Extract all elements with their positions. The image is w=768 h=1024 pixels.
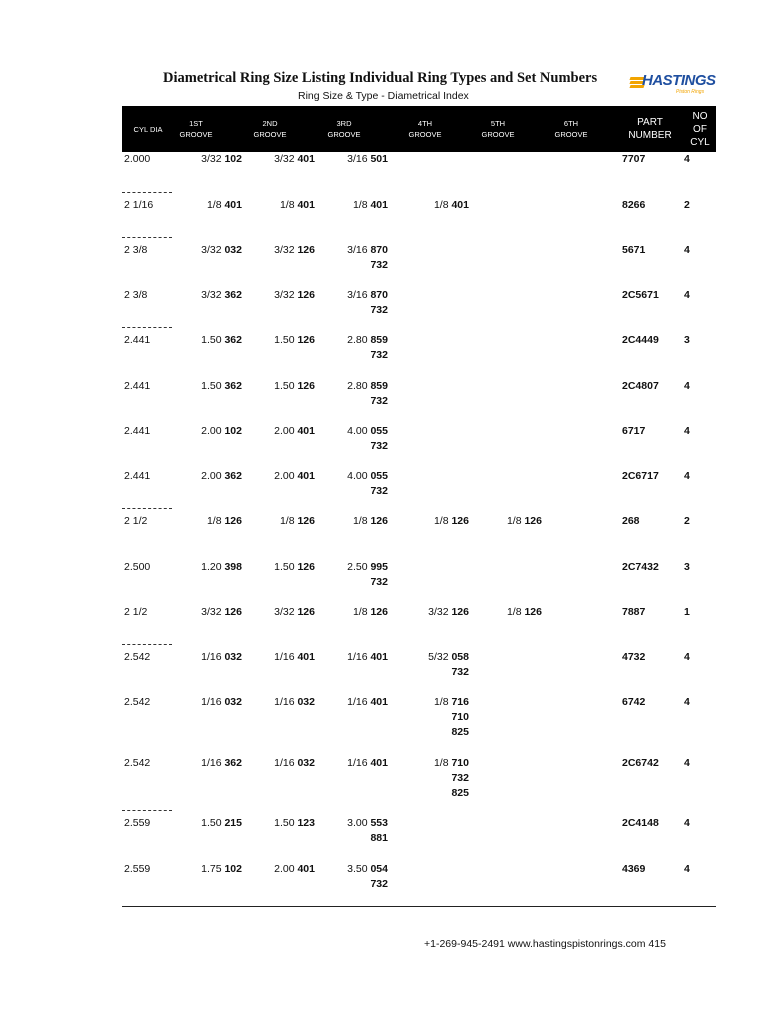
g2-size: 1/8: [279, 515, 298, 527]
g4-size: 5/32: [428, 651, 452, 663]
cyl-dia: 2 1/16: [124, 199, 154, 211]
no-of-cyl: 4: [684, 153, 690, 165]
g4-extra-type: 825: [451, 726, 469, 738]
part-number: 7887: [622, 606, 646, 618]
g1-type: 215: [224, 817, 242, 829]
g1-type: 032: [224, 696, 242, 708]
g2-size: 1.50: [274, 817, 298, 829]
g2-type: 126: [297, 289, 315, 301]
g4-size: 1/8: [433, 199, 452, 211]
cyl-dia: 2.000: [124, 153, 151, 165]
g4-extra-type: 732: [451, 772, 469, 784]
part-number: 7707: [622, 153, 646, 165]
g1-size: 3/32: [201, 153, 225, 165]
g1-type: 362: [224, 289, 242, 301]
no-of-cyl: 4: [684, 757, 690, 769]
part-number: 2C6742: [622, 757, 659, 769]
g1-size: 3/32: [201, 244, 225, 256]
part-number: 2C6717: [622, 470, 659, 482]
row-separator: [122, 810, 172, 811]
table-row: [0, 650, 768, 690]
cyl-dia: 2.441: [124, 334, 151, 346]
g4-type: 716: [451, 696, 469, 708]
cyl-dia: 2.542: [124, 651, 151, 663]
table-row: [0, 605, 768, 645]
g1-type: 362: [224, 757, 242, 769]
g4-cell: [379, 695, 469, 740]
g1-type: 032: [224, 651, 242, 663]
g3-size: 4.00: [347, 425, 371, 437]
g3-cell: [298, 560, 388, 590]
g3-type: 859: [370, 380, 388, 392]
g3-cell: [298, 198, 388, 213]
g3-size: 1/16: [347, 651, 371, 663]
part-number: 2C4148: [622, 817, 659, 829]
table-row: [0, 424, 768, 464]
g1-size: 1/16: [201, 651, 225, 663]
g3-extra-type: 732: [370, 878, 388, 890]
header-1st-groove: 1ST GROOVE: [179, 119, 213, 139]
part-number: 6717: [622, 425, 646, 437]
g3-type: 055: [370, 425, 388, 437]
header-no-of-cyl: NO OF CYL: [690, 110, 710, 148]
g3-type: 401: [370, 651, 388, 663]
g5-cell: [452, 514, 542, 529]
g4-type: 126: [451, 606, 469, 618]
g5-size: 1/8: [506, 606, 525, 618]
no-of-cyl: 4: [684, 651, 690, 663]
cyl-dia: 2.559: [124, 863, 151, 875]
g1-type: 126: [224, 606, 242, 618]
part-number: 2C7432: [622, 561, 659, 573]
g3-type: 870: [370, 244, 388, 256]
footer-divider: [122, 906, 716, 907]
g3-type: 054: [370, 863, 388, 875]
g2-size: 2.00: [274, 470, 298, 482]
part-number: 2C4807: [622, 380, 659, 392]
g1-size: 1.75: [201, 863, 225, 875]
g3-cell: [298, 424, 388, 454]
g1-size: 1.50: [201, 817, 225, 829]
g3-size: 1/16: [347, 696, 371, 708]
g3-extra-type: 732: [370, 259, 388, 271]
g3-extra-type: 732: [370, 440, 388, 452]
cyl-dia: 2.542: [124, 696, 151, 708]
page-subtitle: Ring Size & Type - Diametrical Index: [298, 90, 469, 102]
g2-size: 1.50: [274, 334, 298, 346]
no-of-cyl: 4: [684, 380, 690, 392]
cyl-dia: 2 1/2: [124, 515, 148, 527]
g2-type: 401: [297, 153, 315, 165]
no-of-cyl: 3: [684, 334, 690, 346]
g2-size: 3/32: [274, 244, 298, 256]
g3-type: 055: [370, 470, 388, 482]
g4-cell: [379, 198, 469, 213]
g3-size: 1/16: [347, 757, 371, 769]
no-of-cyl: 2: [684, 199, 690, 211]
header-2nd-groove: 2ND GROOVE: [253, 119, 287, 139]
g2-type: 401: [297, 651, 315, 663]
g3-size: 1/8: [352, 515, 371, 527]
g5-type: 126: [524, 606, 542, 618]
g1-type: 362: [224, 334, 242, 346]
g3-cell: [298, 514, 388, 529]
g2-type: 401: [297, 863, 315, 875]
g2-type: 126: [297, 515, 315, 527]
part-number: 2C5671: [622, 289, 659, 301]
g4-cell: [379, 756, 469, 801]
g2-size: 1/16: [274, 651, 298, 663]
g4-size: 1/8: [433, 515, 452, 527]
g2-size: 1/16: [274, 757, 298, 769]
g3-size: 3/16: [347, 153, 371, 165]
g3-size: 2.80: [347, 334, 371, 346]
page-title: Diametrical Ring Size Listing Individual Ring Types and Set Numbers: [163, 70, 598, 86]
g3-cell: [298, 695, 388, 710]
table-row: [0, 756, 768, 799]
row-separator: [122, 327, 172, 328]
g3-size: 2.50: [347, 561, 371, 573]
g2-type: 126: [297, 380, 315, 392]
g3-type: 401: [370, 199, 388, 211]
g3-cell: [298, 152, 388, 167]
table-row: [0, 288, 768, 328]
g3-cell: [298, 469, 388, 499]
g1-type: 102: [224, 153, 242, 165]
g4-size: 1/8: [433, 757, 452, 769]
g1-type: 398: [224, 561, 242, 573]
g1-size: 1.20: [201, 561, 225, 573]
g1-size: 1/8: [206, 199, 225, 211]
cyl-dia: 2.500: [124, 561, 151, 573]
g3-type: 995: [370, 561, 388, 573]
table-header: [122, 106, 716, 152]
g1-type: 126: [224, 515, 242, 527]
g1-size: 2.00: [201, 425, 225, 437]
header-5th-groove: 5TH GROOVE: [481, 119, 515, 139]
no-of-cyl: 4: [684, 863, 690, 875]
cyl-dia: 2 1/2: [124, 606, 148, 618]
g3-size: 3.50: [347, 863, 371, 875]
g2-size: 2.00: [274, 425, 298, 437]
g3-type: 126: [370, 606, 388, 618]
g3-size: 1/8: [352, 606, 371, 618]
g3-cell: [298, 605, 388, 620]
g3-cell: [298, 756, 388, 771]
g3-extra-type: 732: [370, 576, 388, 588]
g4-type: 401: [451, 199, 469, 211]
g3-size: 1/8: [352, 199, 371, 211]
g3-extra-type: 732: [370, 349, 388, 361]
g2-type: 032: [297, 757, 315, 769]
g2-type: 126: [297, 561, 315, 573]
g1-size: 1/8: [206, 515, 225, 527]
g3-type: 401: [370, 757, 388, 769]
g2-size: 3/32: [274, 606, 298, 618]
g3-extra-type: 732: [370, 485, 388, 497]
g4-size: 1/8: [433, 696, 452, 708]
no-of-cyl: 4: [684, 817, 690, 829]
row-separator: [122, 237, 172, 238]
part-number: 2C4449: [622, 334, 659, 346]
no-of-cyl: 4: [684, 470, 690, 482]
part-number: 6742: [622, 696, 646, 708]
g3-extra-type: 881: [370, 832, 388, 844]
row-separator: [122, 644, 172, 645]
cyl-dia: 2.441: [124, 425, 151, 437]
no-of-cyl: 4: [684, 289, 690, 301]
g2-size: 2.00: [274, 863, 298, 875]
g2-type: 123: [297, 817, 315, 829]
table-row: [0, 514, 768, 554]
g1-size: 1.50: [201, 334, 225, 346]
cyl-dia: 2.441: [124, 470, 151, 482]
g4-size: 3/32: [428, 606, 452, 618]
g4-cell: [379, 650, 469, 680]
part-number: 4732: [622, 651, 646, 663]
g1-type: 362: [224, 470, 242, 482]
part-number: 4369: [622, 863, 646, 875]
part-number: 8266: [622, 199, 646, 211]
logo-text: HASTINGS: [642, 72, 716, 89]
table-row: [0, 560, 768, 600]
g3-type: 126: [370, 515, 388, 527]
table-row: [0, 198, 768, 238]
cyl-dia: 2 3/8: [124, 289, 148, 301]
header-cyl-dia: CYL DIA: [133, 124, 163, 134]
g4-extra-type: 732: [451, 666, 469, 678]
no-of-cyl: 1: [684, 606, 690, 618]
no-of-cyl: 3: [684, 561, 690, 573]
no-of-cyl: 2: [684, 515, 690, 527]
table-row: [0, 862, 768, 902]
g3-type: 553: [370, 817, 388, 829]
g3-type: 859: [370, 334, 388, 346]
cyl-dia: 2.542: [124, 757, 151, 769]
g5-size: 1/8: [506, 515, 525, 527]
g4-extra-type: 710: [451, 711, 469, 723]
g3-size: 3/16: [347, 244, 371, 256]
g4-type: 126: [451, 515, 469, 527]
row-separator: [122, 192, 172, 193]
g2-size: 3/32: [274, 153, 298, 165]
g3-cell: [298, 243, 388, 273]
g1-type: 102: [224, 863, 242, 875]
row-separator: [122, 508, 172, 509]
g2-type: 401: [297, 470, 315, 482]
g2-type: 126: [297, 334, 315, 346]
cyl-dia: 2.559: [124, 817, 151, 829]
hastings-logo: [630, 72, 718, 98]
header-3rd-groove: 3RD GROOVE: [327, 119, 361, 139]
g3-cell: [298, 862, 388, 892]
g2-size: 3/32: [274, 289, 298, 301]
g4-extra-type: 825: [451, 787, 469, 799]
g3-extra-type: 732: [370, 304, 388, 316]
g3-size: 3.00: [347, 817, 371, 829]
g1-type: 362: [224, 380, 242, 392]
g1-size: 3/32: [201, 606, 225, 618]
g4-type: 710: [451, 757, 469, 769]
g2-size: 1/8: [279, 199, 298, 211]
g1-size: 1.50: [201, 380, 225, 392]
g2-type: 401: [297, 199, 315, 211]
g2-size: 1.50: [274, 561, 298, 573]
g1-type: 401: [224, 199, 242, 211]
table-row: [0, 816, 768, 856]
cyl-dia: 2 3/8: [124, 244, 148, 256]
g2-type: 126: [297, 244, 315, 256]
g3-size: 4.00: [347, 470, 371, 482]
logo-tagline: Piston Rings: [676, 89, 705, 95]
g2-type: 032: [297, 696, 315, 708]
no-of-cyl: 4: [684, 425, 690, 437]
g1-type: 102: [224, 425, 242, 437]
g2-type: 126: [297, 606, 315, 618]
g1-size: 3/32: [201, 289, 225, 301]
g3-cell: [298, 650, 388, 665]
g1-size: 1/16: [201, 757, 225, 769]
g3-cell: [298, 379, 388, 409]
g1-size: 1/16: [201, 696, 225, 708]
cyl-dia: 2.441: [124, 380, 151, 392]
g3-extra-type: 732: [370, 395, 388, 407]
g3-cell: [298, 288, 388, 318]
header-4th-groove: 4TH GROOVE: [408, 119, 442, 139]
g3-cell: [298, 816, 388, 846]
g3-type: 401: [370, 696, 388, 708]
g3-size: 2.80: [347, 380, 371, 392]
g2-type: 401: [297, 425, 315, 437]
no-of-cyl: 4: [684, 696, 690, 708]
g3-size: 3/16: [347, 289, 371, 301]
g5-cell: [452, 605, 542, 620]
no-of-cyl: 4: [684, 244, 690, 256]
g3-cell: [298, 333, 388, 363]
header-part-number: PART NUMBER: [628, 117, 672, 141]
g4-type: 058: [451, 651, 469, 663]
table-row: [0, 379, 768, 419]
table-row: [0, 469, 768, 509]
table-row: [0, 243, 768, 283]
g3-type: 870: [370, 289, 388, 301]
g1-type: 032: [224, 244, 242, 256]
g2-size: 1/16: [274, 696, 298, 708]
footer-contact: +1-269-945-2491 www.hastingspistonrings.com 415: [424, 938, 666, 950]
header-6th-groove: 6TH GROOVE: [554, 119, 588, 139]
g5-type: 126: [524, 515, 542, 527]
part-number: 268: [622, 515, 640, 527]
g2-size: 1.50: [274, 380, 298, 392]
table-row: [0, 333, 768, 373]
table-row: [0, 152, 768, 192]
table-row: [0, 695, 768, 738]
g3-type: 501: [370, 153, 388, 165]
g1-size: 2.00: [201, 470, 225, 482]
part-number: 5671: [622, 244, 646, 256]
